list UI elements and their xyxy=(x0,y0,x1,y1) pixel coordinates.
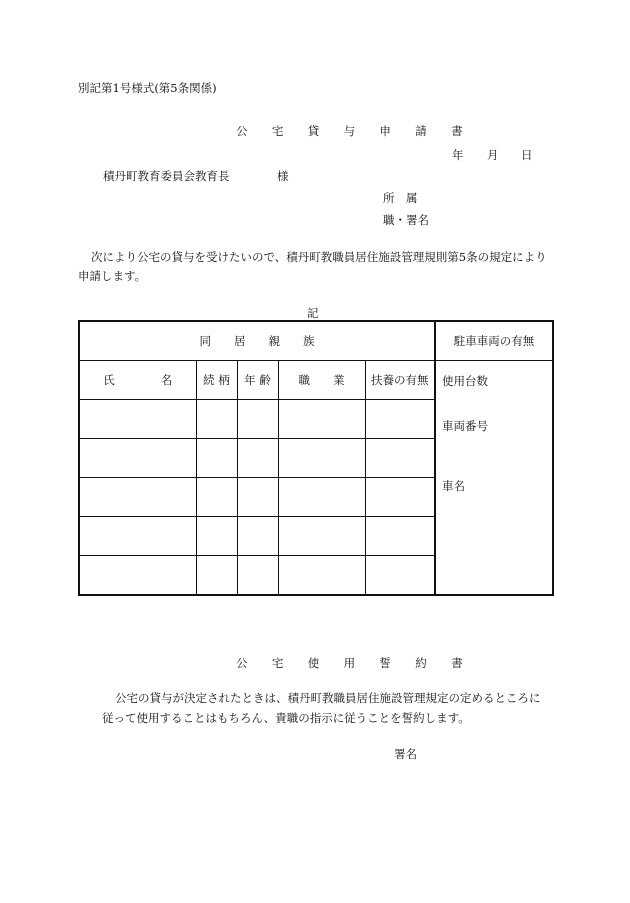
column-dependent-header: 扶養の有無 xyxy=(365,361,435,400)
dependent-cell[interactable] xyxy=(365,400,435,439)
age-cell[interactable] xyxy=(237,478,278,517)
column-age-header: 年 齢 xyxy=(237,361,278,400)
application-body-line-1: 次により公宅の貸与を受けたいので、積丹町教職員居住施設管理規則第5条の規定により xyxy=(91,250,547,264)
column-name-header: 氏 名 xyxy=(79,361,196,400)
relation-cell[interactable] xyxy=(196,478,237,517)
occupation-cell[interactable] xyxy=(278,439,365,478)
family-vehicle-table xyxy=(78,320,554,596)
column-occupation-header: 職 業 xyxy=(278,361,365,400)
vehicle-info-cell xyxy=(435,361,553,596)
dependent-cell[interactable] xyxy=(365,556,435,596)
pledge-title: 公 宅 使 用 誓 約 書 xyxy=(236,656,473,670)
application-title: 公 宅 貸 与 申 請 書 xyxy=(236,124,473,138)
age-cell[interactable] xyxy=(237,400,278,439)
cohabiting-family-header: 同 居 親 族 xyxy=(79,321,435,361)
column-relation-header: 続 柄 xyxy=(196,361,237,400)
dependent-cell[interactable] xyxy=(365,439,435,478)
pledge-body-line-1: 公宅の貸与が決定されたときは、積丹町教職員居住施設管理規定の定めるところに xyxy=(115,691,541,705)
relation-cell[interactable] xyxy=(196,439,237,478)
date-month-label: 月 xyxy=(487,148,499,162)
vehicle-count-label: 使用台数 xyxy=(442,374,489,388)
name-cell[interactable] xyxy=(79,439,196,478)
date-day-label: 日 xyxy=(521,148,533,162)
age-cell[interactable] xyxy=(237,517,278,556)
relation-cell[interactable] xyxy=(196,400,237,439)
dependent-cell[interactable] xyxy=(365,478,435,517)
record-label: 記 xyxy=(307,306,319,320)
addressee-honorific: 様 xyxy=(277,169,289,183)
dependent-cell[interactable] xyxy=(365,517,435,556)
occupation-cell[interactable] xyxy=(278,400,365,439)
addressee-name: 積丹町教育委員会教育長 xyxy=(103,169,230,183)
date-year-label: 年 xyxy=(452,148,464,162)
occupation-cell[interactable] xyxy=(278,478,365,517)
department-label: 所 属 xyxy=(383,191,418,205)
vehicle-header: 駐車車両の有無 xyxy=(435,321,553,361)
form-reference: 別記第1号様式(第5条関係) xyxy=(78,81,217,95)
age-cell[interactable] xyxy=(237,439,278,478)
application-body-line-2: 申請します。 xyxy=(78,269,147,283)
vehicle-number-label: 車両番号 xyxy=(442,419,489,433)
pledge-body-line-2: 従って使用することはもちろん、貴職の指示に従うことを誓約します。 xyxy=(102,711,470,725)
position-signature-label: 職・署名 xyxy=(383,213,429,227)
age-cell[interactable] xyxy=(237,556,278,596)
name-cell[interactable] xyxy=(79,517,196,556)
vehicle-name-label: 車名 xyxy=(442,479,466,493)
relation-cell[interactable] xyxy=(196,556,237,596)
occupation-cell[interactable] xyxy=(278,517,365,556)
occupation-cell[interactable] xyxy=(278,556,365,596)
name-cell[interactable] xyxy=(79,478,196,517)
relation-cell[interactable] xyxy=(196,517,237,556)
signature-label: 署名 xyxy=(394,747,417,761)
name-cell[interactable] xyxy=(79,556,196,596)
name-cell[interactable] xyxy=(79,400,196,439)
